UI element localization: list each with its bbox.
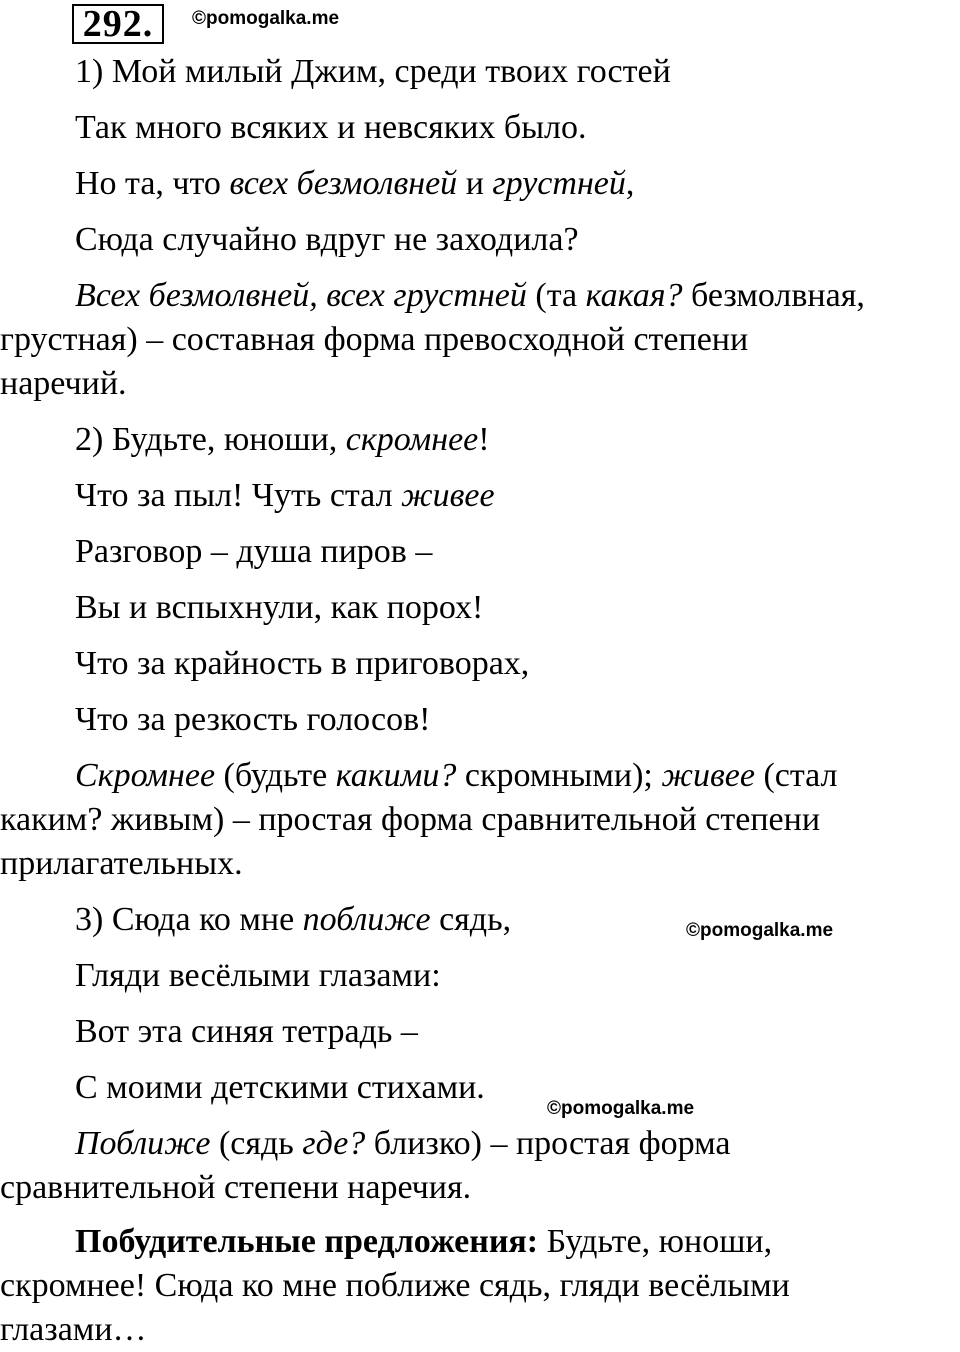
text-segment: близко) – простая форма — [365, 1125, 731, 1162]
text-line — [0, 106, 960, 150]
text-line — [0, 954, 960, 998]
text-segment: Но та, что — [75, 165, 230, 202]
watermark: ©pomogalka.me — [547, 1098, 695, 1119]
text-segment: 1) Мой милый Джим, среди твоих гостей — [75, 53, 671, 90]
text-line — [0, 586, 960, 630]
italic-term: какая? — [585, 277, 683, 314]
text-segment: (стал — [754, 757, 838, 794]
text-segment: (та — [526, 277, 586, 314]
text-line — [0, 1122, 960, 1166]
text-segment: Вы и вспыхнули, как порох! — [75, 589, 484, 626]
text-line — [0, 530, 960, 574]
text-line — [0, 754, 960, 798]
text-line — [0, 318, 960, 362]
text-segment: скромнее! Сюда ко мне поближе сядь, гляди весёлыми — [0, 1267, 790, 1304]
italic-term: живее — [661, 757, 755, 794]
text-segment: каким? живым) – простая форма сравнительной степени — [0, 801, 821, 838]
text-segment: безмолвная, — [682, 277, 865, 314]
text-segment: глазами… — [0, 1311, 147, 1348]
text-line — [0, 842, 960, 886]
text-segment: Разговор – душа пиров – — [75, 533, 433, 570]
text-segment: Что за крайность в приговорах, — [75, 645, 530, 682]
italic-term: грустней — [492, 165, 626, 202]
text-segment: прилагательных. — [0, 845, 243, 882]
text-segment: (сядь — [210, 1125, 303, 1162]
italic-term: скромнее — [345, 421, 479, 458]
text-line — [0, 274, 960, 318]
italic-term: Поближе — [75, 1125, 211, 1162]
text-line — [0, 474, 960, 518]
text-line — [0, 698, 960, 742]
text-segment: Так много всяких и невсяких было. — [75, 109, 587, 146]
text-line — [0, 642, 960, 686]
italic-term: Всех безмолвней, всех грустней — [75, 277, 527, 314]
text-segment: скромными); — [456, 757, 662, 794]
text-segment: , — [625, 165, 635, 202]
text-line — [0, 418, 960, 462]
italic-term: поближе — [302, 901, 431, 938]
text-segment: 3) Сюда ко мне — [75, 901, 303, 938]
bold-heading: Побудительные предложения: — [75, 1223, 539, 1260]
text-segment: Что за резкость голосов! — [75, 701, 431, 738]
text-line — [0, 162, 960, 206]
text-segment: Гляди весёлыми глазами: — [75, 957, 441, 994]
text-segment: (будьте — [215, 757, 336, 794]
text-segment: Сюда случайно вдруг не заходила? — [75, 221, 579, 258]
text-segment: сравнительной степени наречия. — [0, 1169, 472, 1206]
text-line — [0, 1066, 960, 1110]
text-line — [0, 1010, 960, 1054]
text-line — [0, 1220, 960, 1264]
italic-term: какими? — [335, 757, 457, 794]
text-segment: Будьте, юноши, — [538, 1223, 773, 1260]
text-segment: Что за пыл! Чуть стал — [75, 477, 402, 514]
watermark: ©pomogalka.me — [686, 920, 834, 941]
exercise-number: 292. — [72, 4, 164, 44]
text-segment: 2) Будьте, юноши, — [75, 421, 346, 458]
text-line — [0, 50, 960, 94]
text-segment: сядь, — [430, 901, 512, 938]
text-segment: грустная) – составная форма превосходной степени — [0, 321, 749, 358]
text-line — [0, 1308, 960, 1352]
text-line — [0, 1166, 960, 1210]
italic-term: живее — [401, 477, 495, 514]
watermark: ©pomogalka.me — [192, 8, 340, 29]
text-line — [0, 362, 960, 406]
text-segment: ! — [478, 421, 490, 458]
italic-term: всех безмолвней — [229, 165, 458, 202]
text-line — [0, 898, 960, 942]
italic-term: Скромнее — [75, 757, 216, 794]
text-line — [0, 798, 960, 842]
text-segment: Вот эта синяя тетрадь – — [75, 1013, 418, 1050]
text-segment: С моими детскими стихами. — [75, 1069, 485, 1106]
text-line — [0, 1264, 960, 1308]
text-segment: наречий. — [0, 365, 127, 402]
text-segment: и — [457, 165, 493, 202]
italic-term: где? — [302, 1125, 366, 1162]
text-line — [0, 218, 960, 262]
